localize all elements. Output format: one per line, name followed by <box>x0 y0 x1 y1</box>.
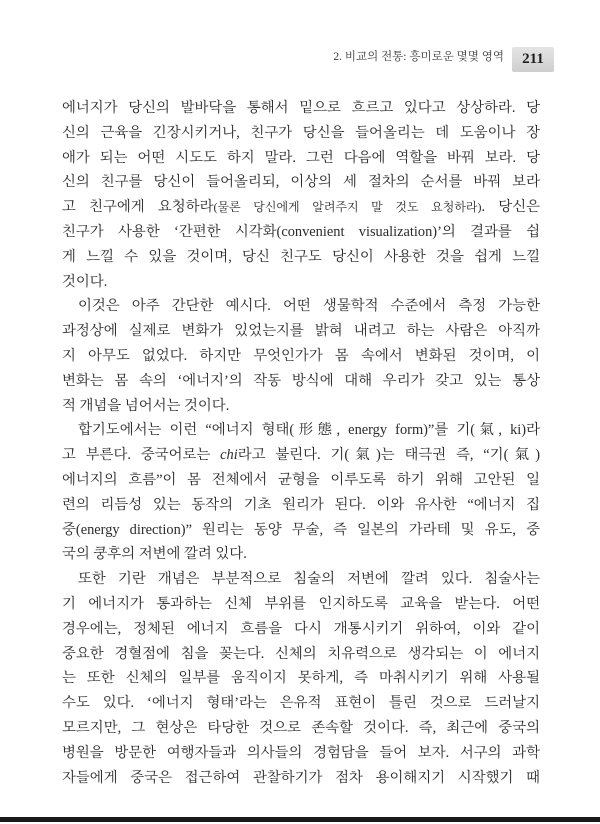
text-line: 는 또한 신체의 일부를 움직이지 못하게, 즉 마취시키기 위해 사용될 <box>62 670 540 687</box>
running-title: 2. 비교의 전통: 흥미로운 몇몇 영역 <box>333 51 504 63</box>
text-line: 에너지가 당신의 발바닥을 통해서 밑으로 흐르고 있다고 상상하라. 당 <box>62 100 540 116</box>
text-line: 국의 쿵후의 저변에 깔려 있다. <box>62 546 247 563</box>
text-line: 기 에너지가 통과하는 신체 부위를 인지하도록 교육을 받는다. 어떤 <box>62 595 540 612</box>
text-segment: 고 부른다. 중국어로는 <box>62 447 221 464</box>
text-line: 신의 친구를 당신이 들어올리되, 이상의 세 절차의 순서를 바꿔 보라 <box>62 174 540 191</box>
text-line: 련의 리듬성 있는 동작의 기초 원리가 된다. 이와 유사한 “에너지 집 <box>62 496 540 513</box>
text-line <box>62 443 540 468</box>
text-line: 것이다. <box>62 273 108 290</box>
text-line: 중(energy direction)” 원리는 동양 무술, 즉 일본의 가라테 및 유도, 중 <box>62 521 540 538</box>
text-line: 변화는 몸 속의 ‘에너지’의 작동 방식에 대해 우리가 갖고 있는 통상 <box>62 372 540 389</box>
text-line: 애가 되는 어떤 시도도 하지 말라. 그런 다음에 역할을 바꿔 보라. 당 <box>62 149 540 166</box>
text-line: 수도 있다. ‘에너지 형태’라는 은유적 표현이 틀린 것으로 드러날지 <box>62 695 540 712</box>
body-text <box>62 96 540 790</box>
text-line: 합기도에서는 이런 “에너지 형태(形態, energy form)”를 기(氣, ki)라 <box>78 422 540 439</box>
text-line: 모르지만, 그 현상은 타당한 것으로 존속할 것이다. 즉, 최근에 중국의 <box>62 719 540 736</box>
italic-term: chi <box>220 447 238 464</box>
text-line: 에너지의 흐름”이 몸 전체에서 균형을 이루도록 하기 위해 고안된 일 <box>62 471 540 488</box>
text-segment: . 당신은 <box>481 199 540 216</box>
text-line: 이것은 아주 간단한 예시다. 어떤 생물학적 수준에서 측정 가능한 <box>78 298 540 315</box>
text-line: 병원을 방문한 여행자들과 의사들의 경험담을 들어 보자. 서구의 과학 <box>62 744 540 761</box>
text-line: 자들에게 중국은 접근하여 관찰하기가 점차 용이해지기 시작했기 때 <box>62 769 540 786</box>
text-segment: 고 친구에게 요청하라 <box>62 199 214 216</box>
parenthetical-note: (물론 당신에게 알려주지 말 것도 요청하라) <box>213 200 482 215</box>
text-segment: 라고 불린다. 기(氣)는 태극권 즉, “기(氣) <box>237 447 540 464</box>
page-bottom-edge <box>0 817 600 822</box>
text-line <box>62 195 540 220</box>
text-line: 중요한 경혈점에 침을 꽂는다. 신체의 치유력으로 생각되는 이 에너지 <box>62 645 540 662</box>
page-number-box <box>512 47 554 72</box>
text-line: 지 아무도 없었다. 하지만 무엇인가가 몸 속에서 변화된 것이며, 이 <box>62 347 540 364</box>
text-line: 경우에는, 정체된 에너지 흐름을 다시 개통시키기 위하여, 이와 같이 <box>62 620 540 637</box>
text-line: 또한 기란 개념은 부분적으로 침술의 저변에 깔려 있다. 침술사는 <box>78 571 540 588</box>
page-number: 211 <box>522 51 544 67</box>
text-line: 게 느낄 수 있을 것이며, 당신 친구도 당신이 사용한 것을 쉽게 느낄 <box>62 248 540 265</box>
text-line: 적 개념을 넘어서는 것이다. <box>62 397 230 414</box>
text-line: 과정상에 실제로 변화가 있었는지를 밝혀 내려고 하는 사람은 아직까 <box>62 323 540 340</box>
text-line: 신의 근육을 긴장시키거나, 친구가 당신을 들어올리는 데 도움이나 장 <box>62 124 540 141</box>
text-line: 친구가 사용한 ‘간편한 시각화(convenient visualization)’의 결과를 쉽 <box>62 223 540 240</box>
